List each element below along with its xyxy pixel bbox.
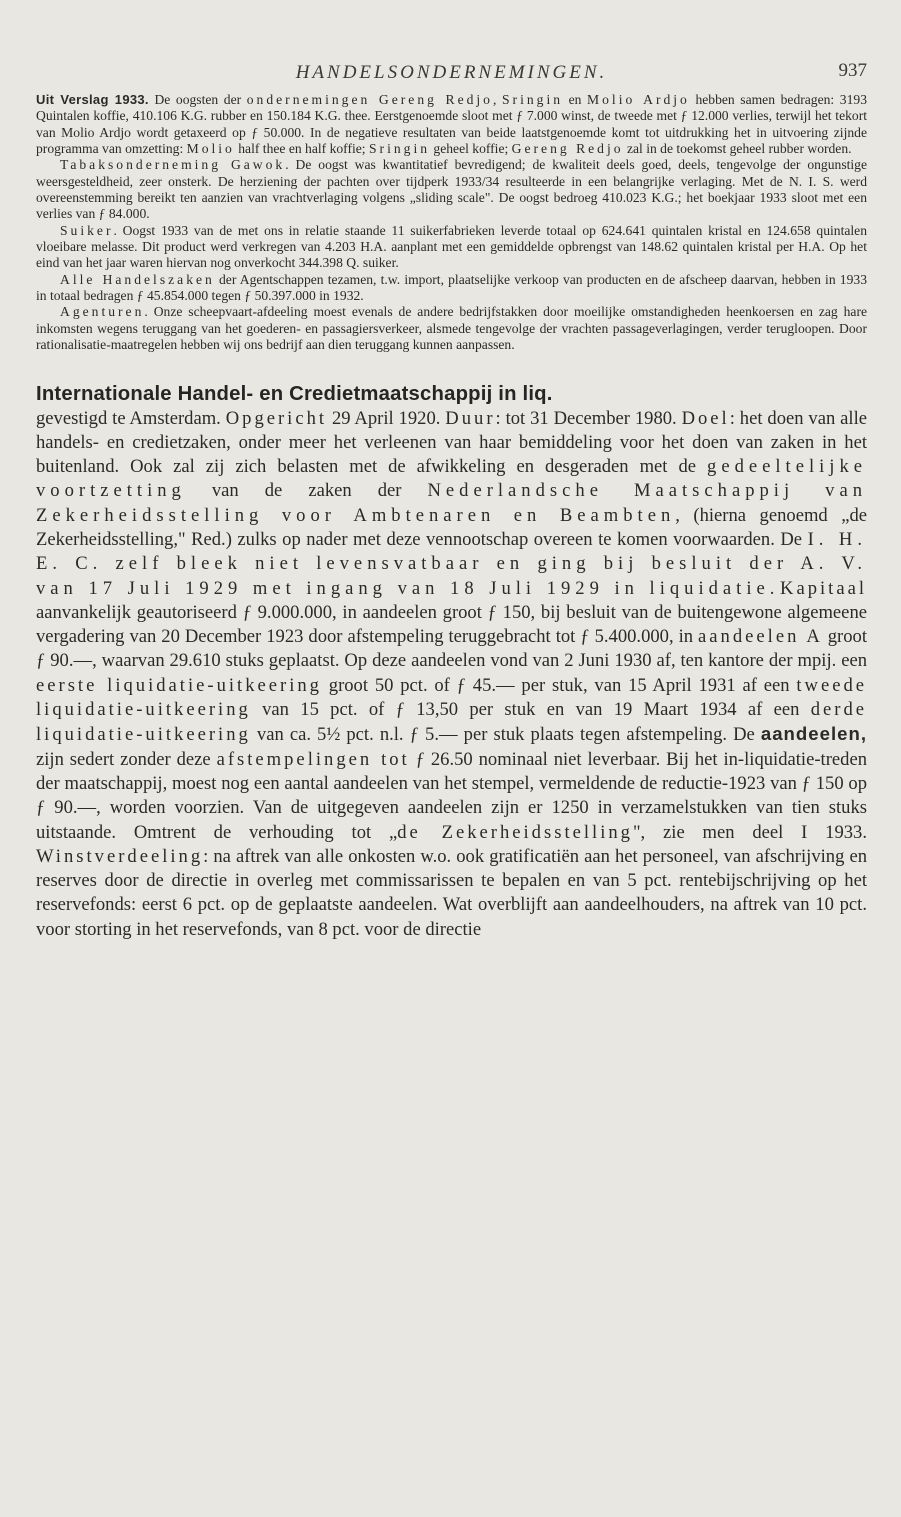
- text-run: : tot 31 December 1980.: [495, 407, 682, 429]
- spaced-term: Molio: [186, 141, 235, 157]
- text-run: : het doen van alle handels- en credietzaken, onder meer het verleenen van haar bemiddeling voor het doen van zaken in het buitenland. Ook zal zij zich belasten met de afwikkeling en desgeraden met de: [36, 407, 867, 478]
- spaced-term: gedeeltelijke voortzetting: [36, 456, 867, 502]
- spaced-term: Kapitaal: [780, 577, 867, 599]
- text-run: der Agentschappen tezamen, t.w. import, plaatselijke verkoop van producten en de afscheep daarvan, hebben in 1933 in totaal bedragen ƒ 45.854.000 tegen ƒ 50.397.000 in 1932.: [36, 271, 867, 304]
- text-run: ", zie men deel I 1933.: [632, 821, 868, 843]
- spaced-term: Duur: [445, 407, 496, 429]
- text-run: half thee en half koffie;: [234, 141, 369, 157]
- spaced-term: ondernemingen Gereng Redjo: [246, 92, 493, 107]
- spaced-term: Winstverdeeling: [36, 845, 204, 867]
- report-paragraph-3: [36, 223, 867, 272]
- company-entry: [36, 407, 867, 943]
- text-run: zal in de toekomst geheel rubber worden.: [623, 141, 852, 157]
- spaced-term: Nederlandsche Maatschappij van Zekerheidsstelling voor Ambtenaren en Beambten: [36, 480, 867, 526]
- spaced-term: Sringin: [368, 141, 431, 157]
- text-run: ,: [492, 92, 502, 107]
- running-title: HANDELSONDERNEMINGEN.: [295, 62, 608, 83]
- text-run: De oogsten der: [154, 92, 247, 107]
- text-run: groot ƒ 90.—, waarvan 29.610 stuks geplaatst. Op deze aandeelen vond van 2 Juni 1930 af, ten kantore der mpij. een: [36, 626, 867, 672]
- company-heading: Internationale Handel- en Credietmaatschappij in liq.: [36, 382, 553, 405]
- report-paragraph-2: [36, 157, 867, 222]
- spaced-term: Alle Handelszaken: [60, 271, 215, 287]
- report-lead-label: Uit Verslag 1933.: [36, 92, 149, 107]
- text-run: , (hierna genoemd „de Zekerheidsstelling," Red.) zulks op nader met deze vennootschap overeen te komen voorwaarden. De: [36, 504, 868, 550]
- text-run: . De oogst was kwantitatief bevredigend; de kwaliteit deels goed, deels, tengevolge der ongunstige weersgesteldheid, zeer onsterk. De herziening der pachten over tijdperk 1933/34 resulteerde in een belangrijke verlaging. Met de N. I. S. werd overeenstemming bereikt ten aanzien van vrachtverlaging volgens „sliding scale". De oogst bedroeg 410.023 K.G.; het boekjaar 1933 sloot met een verlies van ƒ 84.000.: [36, 157, 867, 222]
- text-run: hebben samen bedragen: 3193 Quintalen koffie, 410.106 K.G. rubber en 150.184 K.G. thee. Eerstgenoemde sloot met ƒ 7.000 winst, de tweede met ƒ 12.000 verlies, terwijl het tekort van Molio Ardjo wordt getaxeerd op ƒ 50.000. In de negatieve resultaten van beide laatstgenoemde komt tot uitdrukking het in uitvoering zijnde programma van omzetting:: [36, 92, 867, 157]
- spaced-term: derde liquidatie-uitkeering: [36, 699, 867, 746]
- report-paragraph-5: [36, 304, 867, 353]
- report-paragraph-4: [36, 272, 867, 305]
- spaced-term: Opgericht: [225, 407, 328, 429]
- spaced-term: Suiker: [60, 222, 114, 238]
- text-run: groot 50 pct. of ƒ 45.— per stuk, van 15 April 1931 af een: [321, 674, 797, 696]
- company-paragraph: [36, 407, 867, 943]
- spaced-term: Tabaksonderneming Gawok: [60, 157, 286, 173]
- text-run: en: [563, 92, 588, 107]
- text-run: geheel koffie;: [430, 141, 512, 157]
- text-run: . Oogst 1933 van de met ons in relatie staande 11 suikerfabrieken leverde totaal op 624.641 quintalen kristal en 124.658 quintalen vloeibare melasse. Dit product werd verkregen van 4.203 H.A. aanplant met een gemiddelde opbrengst van 148.62 quintalen kristal per H.A. Op het eind van het jaar waren hiervan nog onverkocht 344.398 Q. suiker.: [36, 222, 867, 271]
- text-run: : na aftrek van alle onkosten w.o. ook gratificatiën aan het personeel, van afschrijving en reserves door de directie in overleg met commissarissen te bepalen en van 5 pct. rentebijschrijving op het reservefonds: eerst 6 pct. op de geplaatste aandeelen. Wat overblijft aan aandeelhouders, na aftrek van 10 pct. voor storting in het reservefonds, van 8 pct. voor de directie: [36, 845, 867, 940]
- spaced-term: I. H. E. C. zelf bleek niet levensvatbaar en ging bij besluit der A. V. van 17 Juli 1929 met ingang van 18 Juli 1929 in liquidatie: [36, 528, 867, 599]
- spaced-term: Molio Ardjo: [587, 92, 690, 107]
- spaced-term: eerste liquidatie-uitkeering: [36, 674, 322, 696]
- text-run: zijn sedert zonder deze: [36, 748, 217, 770]
- spaced-term: Sringin: [501, 92, 564, 107]
- text-run: .: [769, 577, 781, 599]
- text-run: gevestigd te Amsterdam.: [36, 407, 226, 429]
- spaced-term: de Zekerheidsstelling: [397, 821, 633, 843]
- text-run: van de zaken der: [185, 480, 428, 502]
- text-run: van 15 pct. of ƒ 13,50 per stuk en van 19 Maart 1934 af een: [250, 699, 811, 721]
- text-run: 29 April 1920.: [327, 407, 446, 429]
- page-number: 937: [838, 60, 867, 81]
- bold-term: aandeelen,: [760, 723, 867, 745]
- report-paragraph-1: [36, 92, 867, 157]
- running-header: [36, 58, 867, 92]
- spaced-term: aandeelen A: [698, 626, 823, 648]
- spaced-term: Doel: [681, 407, 730, 429]
- spaced-term: Gereng Redjo: [511, 141, 624, 157]
- text-run: . Onze scheepvaart-afdeeling moest evenals de andere bedrijfstakken door moeilijke omstandigheden heenkoersen en zag hare inkomsten wegens teruggang van het goederen- en passagiersverkeer, alsmede tengevolge der vrachten passageverlagingen, verder terugloopen. Door rationalisatie-maatregelen hebben wij ons bedrijf aan dien teruggang kunnen aanpassen.: [36, 304, 867, 353]
- spaced-term: afstempelingen tot: [216, 748, 410, 770]
- report-section: [36, 92, 867, 354]
- spaced-term: Agenturen: [60, 304, 145, 320]
- text-run: ƒ 26.50 nominaal niet leverbaar. Bij het in-liquidatie-treden der maatschappij, moest nog een aantal aandeelen van het stempel, vermeldende de reductie-1923 van ƒ 150 op ƒ 90.—, worden voorzien. Van de uitgegeven aandeelen zijn er 1250 in verzamelstukken van tien stuks uitstaande. Omtrent de verhouding tot „: [36, 748, 867, 843]
- text-run: aanvankelijk geautoriseerd ƒ 9.000.000, in aandeelen groot ƒ 150, bij besluit van de buitengewone algemeene vergadering van 20 December 1923 door afstempeling teruggebracht tot ƒ 5.400.000, in: [36, 601, 867, 648]
- text-run: van ca. 5½ pct. n.l. ƒ 5.— per stuk plaats tegen afstempeling. De: [250, 724, 761, 746]
- spaced-term: tweede liquidatie-uitkeering: [36, 674, 867, 721]
